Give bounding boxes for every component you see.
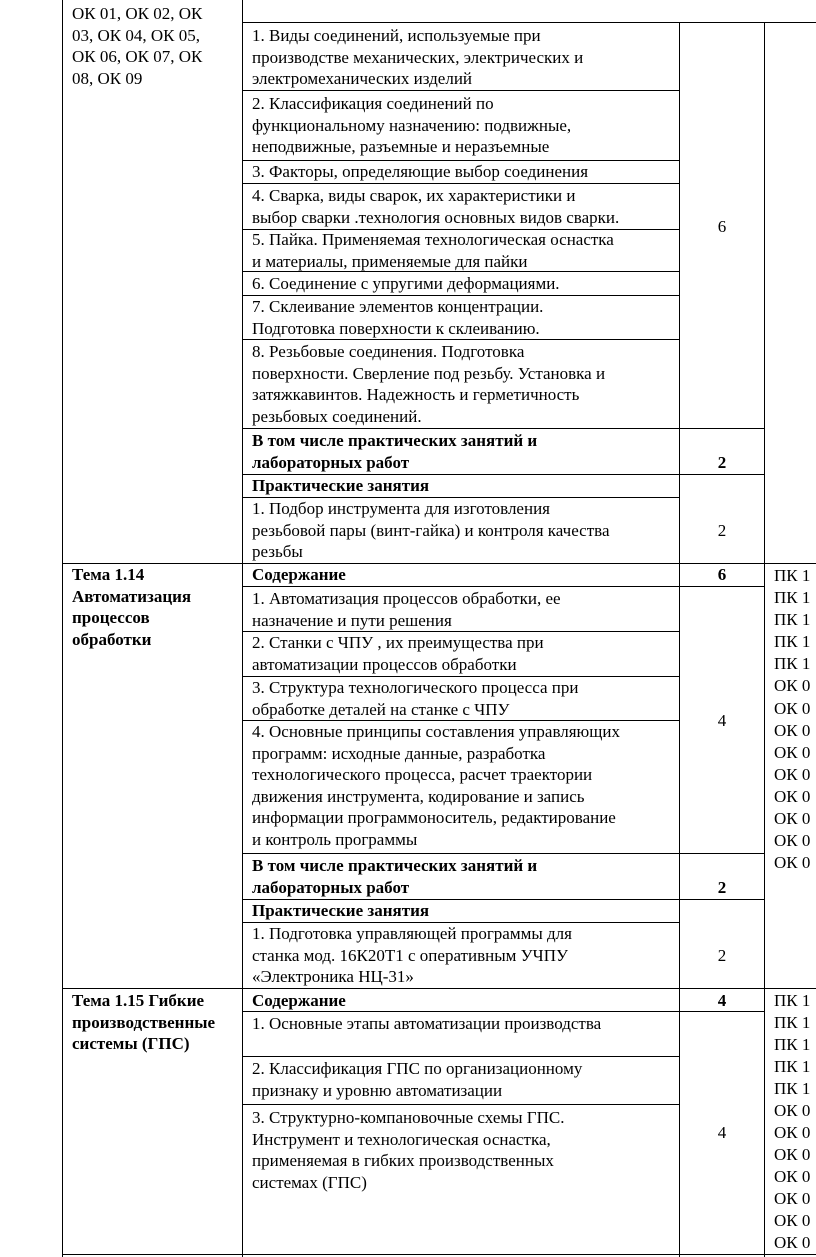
- content-line: производстве механических, электрических и: [252, 47, 584, 67]
- competency-line: ОК 0: [774, 853, 811, 873]
- competency-line: ОК 0: [774, 809, 811, 829]
- competency-line: 08, ОК 09: [72, 68, 143, 88]
- competency-line: ОК 0: [774, 1189, 811, 1208]
- content-line: назначение и пути решения: [252, 610, 452, 630]
- competency-line: ОК 0: [774, 1123, 811, 1142]
- competency-line: ПК 1: [774, 1013, 811, 1032]
- content-item: [252, 341, 672, 427]
- content-line: 2. Классификация ГПС по организационному: [252, 1059, 583, 1078]
- competency-line: ПК 1: [774, 654, 811, 674]
- content-line: 2. Станки с ЧПУ , их преимущества при: [252, 633, 544, 652]
- content-item: [252, 721, 672, 850]
- content-line: резьбовых соединений.: [252, 406, 422, 426]
- practice-total-label: [252, 430, 672, 473]
- competency-line: ОК 0: [774, 764, 811, 784]
- content-line: 4. Сварка, виды сварок, их характеристики и: [252, 186, 576, 205]
- content-line: Инструмент и технологическая оснастка,: [252, 1129, 551, 1149]
- content-line: Подготовка поверхности к склеиванию.: [252, 318, 540, 338]
- practice-total-hours: 2: [717, 453, 727, 472]
- competency-line: ПК 1: [774, 1035, 811, 1054]
- content-item: [252, 677, 672, 720]
- hours-cell: 4: [717, 1123, 727, 1142]
- content-line: применяемая в гибких производственных: [252, 1151, 554, 1170]
- content-line: признаку и уровню автоматизации: [252, 1080, 503, 1100]
- competency-line: ОК 0: [774, 1211, 811, 1230]
- competency-line: ОК 0: [774, 676, 811, 696]
- content-line: станка мод. 16К20Т1 с оперативным УЧПУ: [252, 945, 569, 965]
- content-line: 4. Основные принципы составления управляющих: [252, 722, 620, 741]
- content-item: [252, 1013, 672, 1035]
- content-line: и материалы, применяемые для пайки: [252, 251, 528, 271]
- content-line: 8. Резьбовые соединения. Подготовка: [252, 342, 525, 361]
- content-hours: 4: [717, 991, 727, 1010]
- topic-title-line: обработки: [72, 629, 152, 649]
- content-line: электромеханических изделий: [252, 69, 473, 88]
- practice-total-label: [252, 855, 672, 898]
- content-item: [252, 632, 672, 675]
- practice-total-hours: 2: [717, 878, 727, 897]
- content-line: 6. Соединение с упругими деформациями.: [252, 274, 560, 293]
- competency-line: ОК 0: [774, 1101, 811, 1120]
- competency-line: ОК 0: [774, 831, 811, 851]
- content-line: функциональному назначению: подвижные,: [252, 115, 572, 135]
- competency-line: ОК 0: [774, 742, 811, 762]
- content-item: [252, 25, 672, 90]
- topic-title-line: системы (ГПС): [72, 1034, 190, 1053]
- content-line: автоматизации процессов обработки: [252, 654, 517, 674]
- competency-line: ОК 0: [774, 698, 811, 718]
- competency-line: ПК 1: [774, 610, 811, 630]
- hours-cell: 4: [717, 711, 727, 730]
- content-line: 2. Классификация соединений по: [252, 94, 494, 113]
- practice-total-line: В том числе практических занятий и: [252, 856, 538, 875]
- practice-total-line: лабораторных работ: [252, 877, 410, 897]
- competency-line: ПК 1: [774, 588, 811, 608]
- content-item: [252, 1058, 672, 1101]
- competency-line: ПК 1: [774, 1079, 811, 1098]
- content-line: выбор сварки .технология основных видов сварки.: [252, 207, 620, 227]
- competency-line: 03, ОК 04, ОК 05,: [72, 25, 200, 45]
- content-item: [252, 161, 672, 183]
- content-item: [252, 185, 672, 228]
- topic-title-line: Автоматизация: [72, 586, 192, 606]
- content-line: программ: исходные данные, разработка: [252, 743, 546, 763]
- competency-line: ОК 01, ОК 02, ОК: [72, 4, 203, 23]
- content-line: затяжкавинтов. Надежность и герметичность: [252, 385, 580, 404]
- content-line: 1. Основные этапы автоматизации производства: [252, 1014, 602, 1033]
- practice-total-line: лабораторных работ: [252, 452, 410, 472]
- content-line: движения инструмента, кодирование и запись: [252, 786, 585, 806]
- hours-cell: 6: [717, 217, 727, 236]
- content-line: 3. Структура технологического процесса при: [252, 678, 579, 697]
- competency-line: ОК 0: [774, 720, 811, 740]
- content-line: 1. Автоматизация процессов обработки, ее: [252, 589, 561, 608]
- practice-header: Практические занятия: [252, 901, 430, 920]
- competency-line: ОК 0: [774, 786, 811, 806]
- content-item: [252, 229, 672, 272]
- competencies-cell-1-15: [774, 990, 816, 1254]
- content-line: 3. Структурно-компановочные схемы ГПС.: [252, 1108, 565, 1127]
- practice-header: Практические занятия: [252, 476, 430, 495]
- topic-title-line: процессов: [72, 608, 150, 627]
- content-line: системах (ГПС): [252, 1172, 367, 1192]
- competencies-cell-top: [72, 3, 238, 89]
- content-hours: 6: [717, 565, 727, 584]
- content-line: и контроль программы: [252, 829, 418, 849]
- content-line: «Электроника НЦ-31»: [252, 967, 414, 986]
- competency-line: ПК 1: [774, 1057, 811, 1076]
- content-line: резьбовой пары (винт-гайка) и контроля качества: [252, 520, 610, 540]
- content-item: [252, 296, 672, 339]
- topic-title-1-14: [72, 564, 238, 650]
- content-item: [252, 588, 672, 631]
- content-label: Содержание: [252, 991, 346, 1010]
- content-line: 5. Пайка. Применяемая технологическая оснастка: [252, 230, 614, 249]
- content-line: информации программоноситель, редактирование: [252, 808, 616, 827]
- content-line: 7. Склеивание элементов концентрации.: [252, 297, 544, 316]
- topic-title-line: Тема 1.15 Гибкие: [72, 991, 205, 1010]
- content-line: 3. Факторы, определяющие выбор соединения: [252, 162, 589, 181]
- topic-title-line: Тема 1.14: [72, 565, 145, 584]
- practice-item: [252, 923, 672, 988]
- competency-line: ПК 1: [774, 632, 811, 652]
- content-line: поверхности. Сверление под резьбу. Установка и: [252, 363, 606, 383]
- content-line: 1. Подбор инструмента для изготовления: [252, 499, 550, 518]
- content-item: [252, 273, 672, 295]
- practice-item-hours: 2: [717, 521, 727, 540]
- topic-title-line: производственные: [72, 1012, 216, 1032]
- competency-line: ОК 0: [774, 1167, 811, 1186]
- topic-title-1-15: [72, 990, 238, 1055]
- competencies-cell-1-14: [774, 565, 816, 874]
- content-line: технологического процесса, расчет траектории: [252, 765, 593, 784]
- content-line: неподвижные, разъемные и неразъемные: [252, 137, 550, 156]
- content-line: 1. Виды соединений, используемые при: [252, 26, 541, 45]
- competency-line: ОК 0: [774, 1145, 811, 1164]
- competency-line: ПК 1: [774, 991, 811, 1010]
- practice-item-hours: 2: [717, 946, 727, 965]
- practice-total-line: В том числе практических занятий и: [252, 431, 538, 450]
- content-line: резьбы: [252, 542, 303, 561]
- practice-item: [252, 498, 672, 563]
- content-item: [252, 93, 672, 158]
- competency-line: ПК 1: [774, 566, 811, 585]
- content-label: Содержание: [252, 565, 346, 584]
- content-line: 1. Подготовка управляющей программы для: [252, 924, 572, 943]
- competency-line: ОК 0: [774, 1233, 811, 1252]
- competency-line: ОК 06, ОК 07, ОК: [72, 47, 203, 66]
- content-item: [252, 1107, 672, 1193]
- content-line: обработке деталей на станке с ЧПУ: [252, 699, 510, 719]
